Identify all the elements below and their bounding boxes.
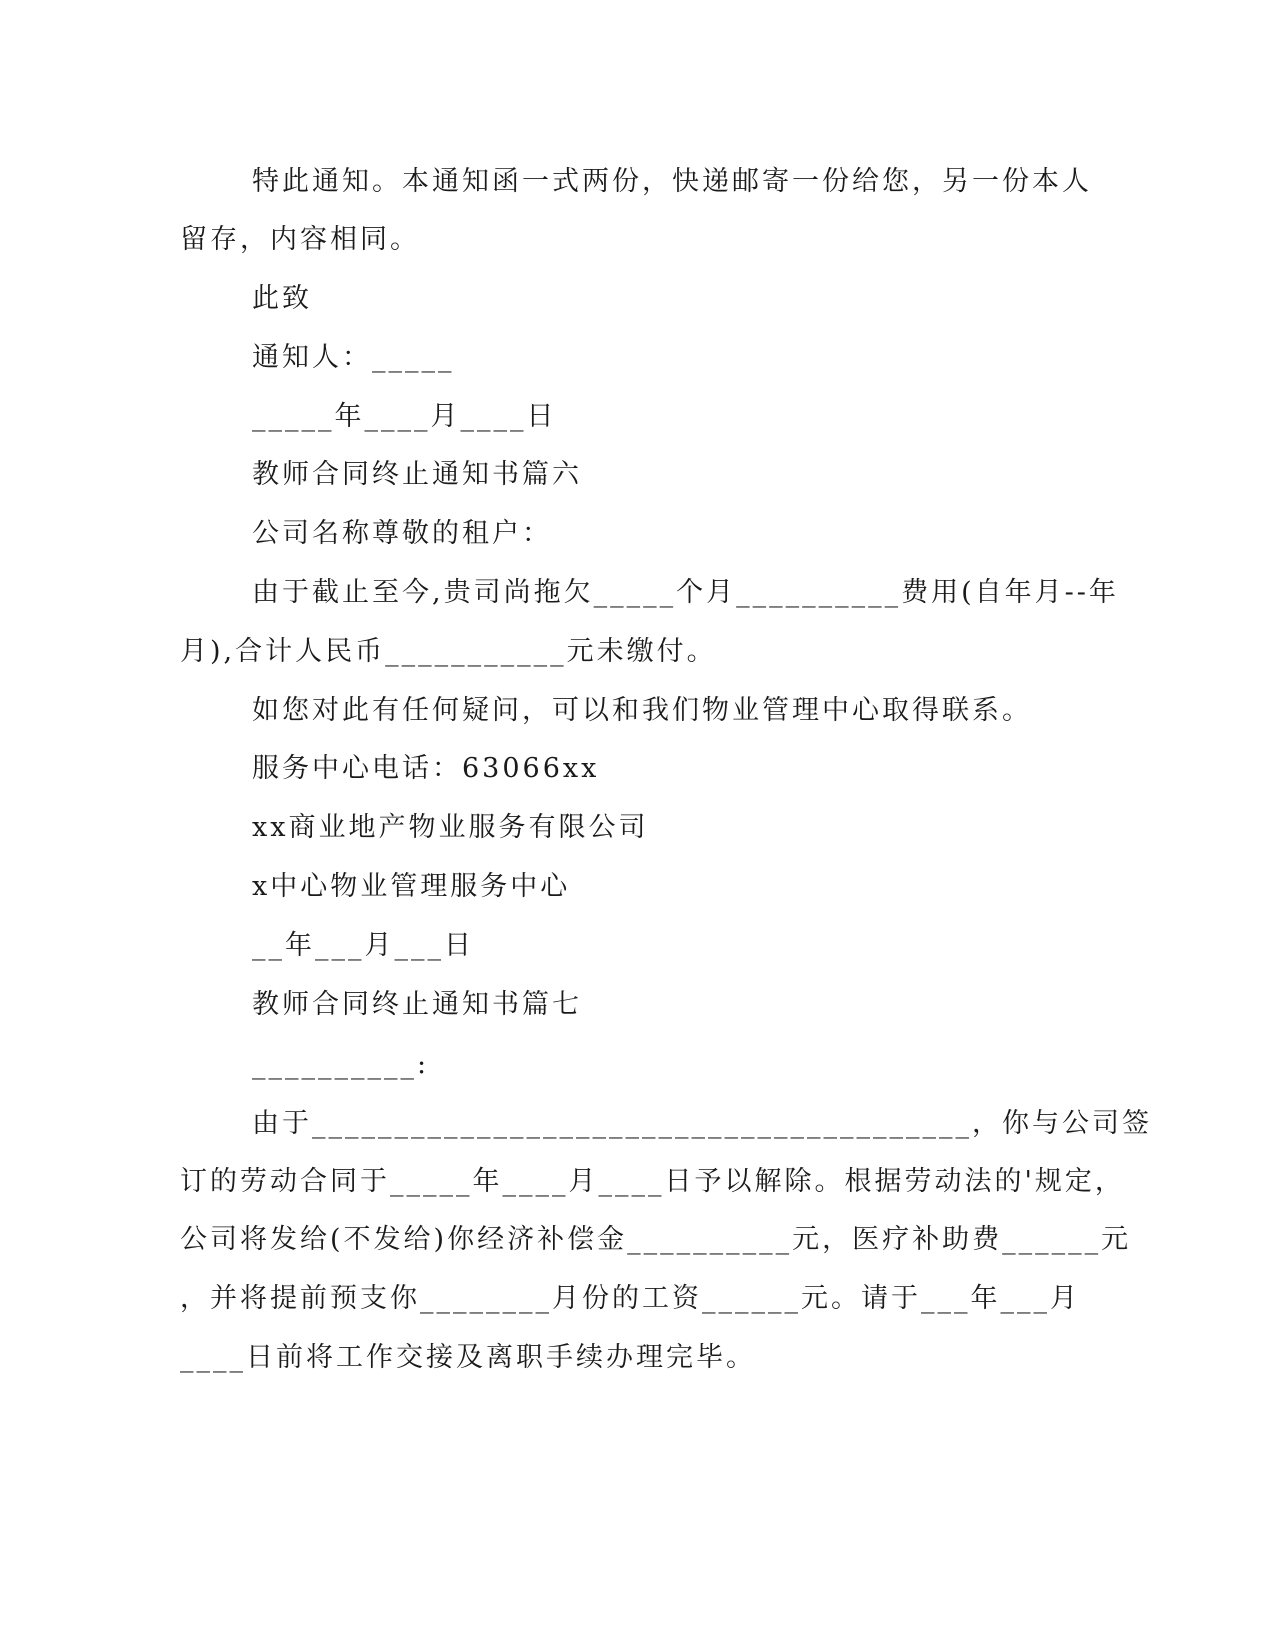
section-heading-6: 教师合同终止通知书篇六 xyxy=(252,459,582,490)
section-heading-7: 教师合同终止通知书篇七 xyxy=(252,989,582,1020)
date-line-2: __年___月___日 xyxy=(252,930,474,961)
termination-paragraph-line-5: ____日前将工作交接及离职手续办理完毕。 xyxy=(180,1342,756,1373)
contact-paragraph: 如您对此有任何疑问，可以和我们物业管理中心取得联系。 xyxy=(252,695,1032,726)
closing-paragraph-line-1: 特此通知。本通知函一式两份，快递邮寄一份给您，另一份本人 xyxy=(252,166,1092,197)
date-line-1: _____年____月____日 xyxy=(252,401,557,432)
service-phone-line: 服务中心电话：63066xx xyxy=(252,753,600,784)
termination-paragraph-line-4: ，并将提前预支你________月份的工资______元。请于___年___月 xyxy=(180,1283,1080,1314)
termination-paragraph-line-2: 订的劳动合同于_____年____月____日予以解除。根据劳动法的'规定， xyxy=(180,1166,1125,1197)
termination-paragraph-line-1: 由于________________________________________，你与公司签 xyxy=(252,1108,1152,1139)
addressee-line: 公司名称尊敬的租户： xyxy=(252,518,552,549)
company-name-line: xx商业地产物业服务有限公司 xyxy=(252,812,649,843)
termination-paragraph-line-3: 公司将发给(不发给)你经济补偿金__________元，医疗补助费______元 xyxy=(180,1224,1132,1255)
recipient-blank-line: __________: xyxy=(252,1049,430,1080)
closing-paragraph-line-2: 留存，内容相同。 xyxy=(180,224,420,255)
arrears-paragraph-line-1: 由于截止至今,贵司尚拖欠_____个月__________费用(自年月--年 xyxy=(252,577,1119,608)
salutation-closing: 此致 xyxy=(252,283,312,314)
notifier-line: 通知人：_____ xyxy=(252,342,455,373)
arrears-paragraph-line-2: 月),合计人民币___________元未缴付。 xyxy=(180,636,717,667)
service-center-line: x中心物业管理服务中心 xyxy=(252,871,571,902)
